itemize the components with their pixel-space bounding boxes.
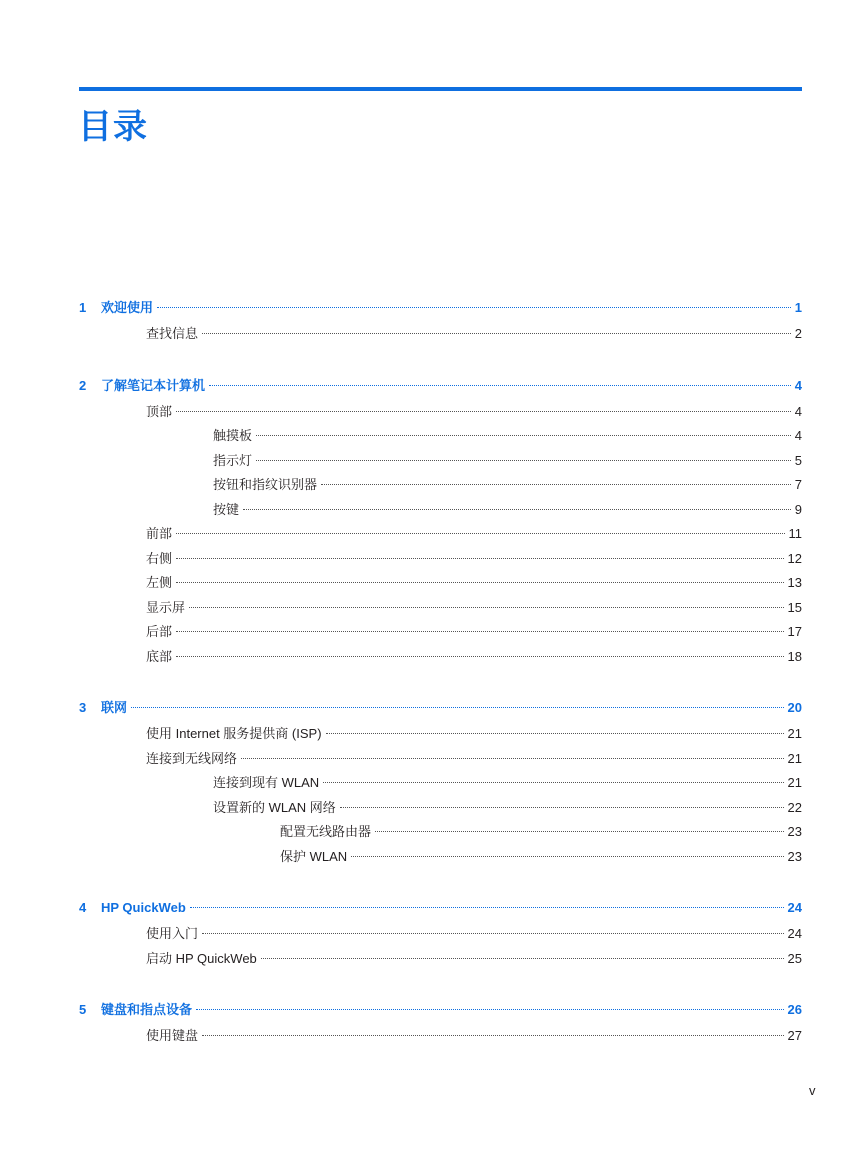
toc-entry[interactable] xyxy=(280,848,802,866)
toc-page-number: 24 xyxy=(787,900,802,915)
dot-leader xyxy=(351,856,783,857)
dot-leader xyxy=(202,933,784,934)
toc-entry-title: 键盘和指点设备 xyxy=(101,1002,193,1017)
dot-leader xyxy=(176,533,784,534)
toc-page-number: 4 xyxy=(794,377,802,393)
toc-entry-title: 按钮和指纹识别器 xyxy=(213,477,318,492)
toc-entry[interactable] xyxy=(213,774,802,792)
toc-page-number: 18 xyxy=(787,648,802,664)
dot-leader xyxy=(321,484,791,485)
toc-chapter-entry[interactable] xyxy=(79,299,802,317)
dot-leader xyxy=(202,1035,784,1036)
toc-entry-title: 前部 xyxy=(146,526,173,541)
chapter-number: 1 xyxy=(79,300,87,315)
dot-leader xyxy=(190,907,784,908)
dot-leader xyxy=(176,558,784,559)
toc-page-number: 13 xyxy=(787,575,802,590)
toc-entry-title: HP QuickWeb xyxy=(101,900,186,915)
dot-leader xyxy=(256,435,791,436)
toc-page-number: 7 xyxy=(794,477,802,492)
toc-entry[interactable] xyxy=(213,476,802,494)
toc-page-number: 21 xyxy=(787,726,802,741)
toc-entry-title: 后部 xyxy=(146,624,173,639)
dot-leader xyxy=(323,782,783,783)
toc-page-number: 27 xyxy=(787,1028,802,1043)
toc-chapter-entry[interactable] xyxy=(79,699,802,717)
chapter-number: 3 xyxy=(79,700,87,715)
toc-page-number: 5 xyxy=(794,452,802,468)
dot-leader xyxy=(261,958,784,959)
toc-page-number: 25 xyxy=(787,950,802,966)
toc-page-number: 21 xyxy=(787,775,802,790)
dot-leader xyxy=(176,582,784,583)
toc-entry-title: 使用入门 xyxy=(146,926,199,941)
toc-entry[interactable] xyxy=(146,403,802,421)
toc-page-number: 4 xyxy=(794,428,802,443)
toc-entry-title: 设置新的 WLAN 网络 xyxy=(213,799,336,815)
toc-entry-title: 保护 WLAN xyxy=(280,848,348,864)
dot-leader xyxy=(157,307,791,308)
toc-entry-title: 右侧 xyxy=(146,550,173,566)
toc-entry-title: 连接到无线网络 xyxy=(146,750,238,766)
toc-page-number: 21 xyxy=(787,750,802,766)
toc-entry[interactable] xyxy=(146,950,802,968)
toc-page-number: 24 xyxy=(787,926,802,941)
toc-entry-title: 欢迎使用 xyxy=(101,300,154,315)
toc-entry-title: 显示屏 xyxy=(146,599,186,615)
toc-entry[interactable] xyxy=(146,574,802,592)
toc-page-number: 2 xyxy=(794,326,802,341)
toc-entry-title: 左侧 xyxy=(146,575,173,590)
toc-entry[interactable] xyxy=(146,525,802,543)
toc-entry-title: 按键 xyxy=(213,501,240,517)
toc-chapter-entry[interactable] xyxy=(79,899,802,917)
dot-leader xyxy=(189,607,784,608)
dot-leader xyxy=(176,411,791,412)
chapter-number: 5 xyxy=(79,1002,87,1017)
toc-entry-title: 了解笔记本计算机 xyxy=(101,377,206,393)
dot-leader xyxy=(241,758,784,759)
dot-leader xyxy=(243,509,791,510)
toc-entry[interactable] xyxy=(213,452,802,470)
dot-leader xyxy=(375,831,784,832)
toc-entry[interactable] xyxy=(146,725,802,743)
toc-entry-title: 顶部 xyxy=(146,403,173,419)
toc-entry-title: 使用 Internet 服务提供商 (ISP) xyxy=(146,726,322,741)
toc-entry-title: 配置无线路由器 xyxy=(280,824,372,839)
toc-page-number: 4 xyxy=(794,403,802,419)
toc-entry[interactable] xyxy=(146,623,802,641)
toc-page-number: 9 xyxy=(794,501,802,517)
toc-page-number: 17 xyxy=(787,624,802,639)
toc-entry-title: 联网 xyxy=(101,700,128,715)
toc-entry-title: 启动 HP QuickWeb xyxy=(146,950,257,966)
page-number: v xyxy=(809,1083,816,1098)
dot-leader xyxy=(326,733,784,734)
dot-leader xyxy=(202,333,791,334)
dot-leader xyxy=(340,807,784,808)
toc-entry-title: 触摸板 xyxy=(213,428,253,443)
toc-entry[interactable] xyxy=(146,925,802,943)
toc-entry[interactable] xyxy=(146,648,802,666)
toc-page-number: 11 xyxy=(788,526,802,541)
toc-entry-title: 使用键盘 xyxy=(146,1028,199,1043)
toc-page-number: 22 xyxy=(787,799,802,815)
toc-entry[interactable] xyxy=(146,599,802,617)
toc-chapter-entry[interactable] xyxy=(79,1001,802,1019)
toc-page-number: 23 xyxy=(787,848,802,864)
chapter-number: 2 xyxy=(79,377,87,393)
toc-chapter-entry[interactable] xyxy=(79,377,802,395)
dot-leader xyxy=(256,460,791,461)
toc-entry[interactable] xyxy=(146,1027,802,1045)
toc-entry-title: 连接到现有 WLAN xyxy=(213,775,320,790)
toc-entry[interactable] xyxy=(146,325,802,343)
toc-entry-title: 指示灯 xyxy=(213,452,253,468)
toc-entry[interactable] xyxy=(213,799,802,817)
toc-page-number: 15 xyxy=(787,599,802,615)
toc-page-number: 20 xyxy=(787,700,802,715)
toc-entry[interactable] xyxy=(280,823,802,841)
toc-page-number: 26 xyxy=(787,1002,802,1017)
toc-page-number: 23 xyxy=(787,824,802,839)
dot-leader xyxy=(176,631,784,632)
page-title: 目录 xyxy=(78,108,148,146)
dot-leader xyxy=(209,385,791,386)
toc-entry-title: 底部 xyxy=(146,648,173,664)
toc-page-number: 1 xyxy=(794,300,802,315)
toc-entry[interactable] xyxy=(146,750,802,768)
toc-page-number: 12 xyxy=(787,550,802,566)
toc-entry-title: 查找信息 xyxy=(146,326,199,341)
dot-leader xyxy=(196,1009,784,1010)
toc-entry[interactable] xyxy=(213,427,802,445)
chapter-number: 4 xyxy=(79,900,87,915)
dot-leader xyxy=(131,707,784,708)
dot-leader xyxy=(176,656,784,657)
toc-entry[interactable] xyxy=(146,550,802,568)
toc-entry[interactable] xyxy=(213,501,802,519)
